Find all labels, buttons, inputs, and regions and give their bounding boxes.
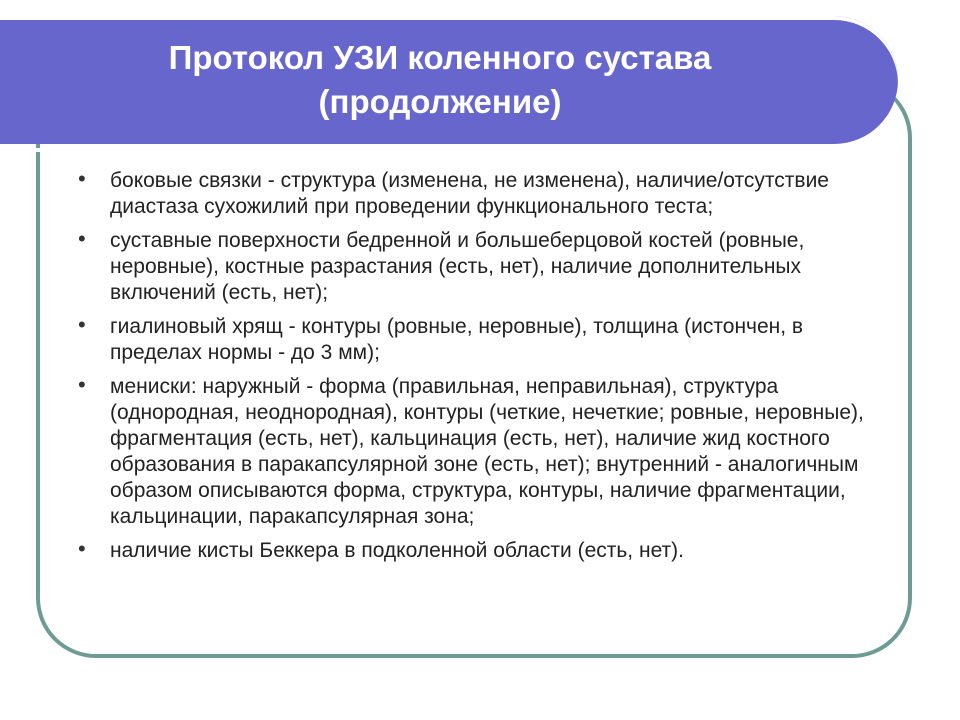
title-line-1: Протокол УЗИ коленного сустава — [168, 39, 712, 76]
bullet-item: • мениски: наружный - форма (правильная, неправильная), структура (однородная, неоднородная), контуры (четкие, нечеткие; ровные, неровные), фрагментация (есть, нет), кальцинация (есть, нет), наличие жид костного образования в паракапсулярной зоне (есть, нет); внутренний - аналогичным образом описываются форма, структура, контуры, наличие фрагментации, кальцинации, паракапсулярная зона; — [76, 374, 896, 530]
slide-title — [0, 16, 880, 144]
bullet-item: • суставные поверхности бедренной и большеберцовой костей (ровные, неровные), костные разрастания (есть, нет), наличие дополнительных включений (есть, нет); — [76, 228, 896, 306]
bullet-item: • боковые связки - структура (изменена, не изменена), наличие/отсутствие диастаза сухожилий при проведении функционального теста; — [76, 168, 896, 220]
bullet-list — [76, 168, 896, 572]
bullet-item: • гиалиновый хрящ - контуры (ровные, неровные), толщина (истончен, в пределах нормы - до 3 мм); — [76, 314, 896, 366]
title-line-2: (продолжение) — [318, 83, 562, 120]
bullet-item: • наличие кисты Беккера в подколенной области (есть, нет). — [76, 538, 896, 564]
